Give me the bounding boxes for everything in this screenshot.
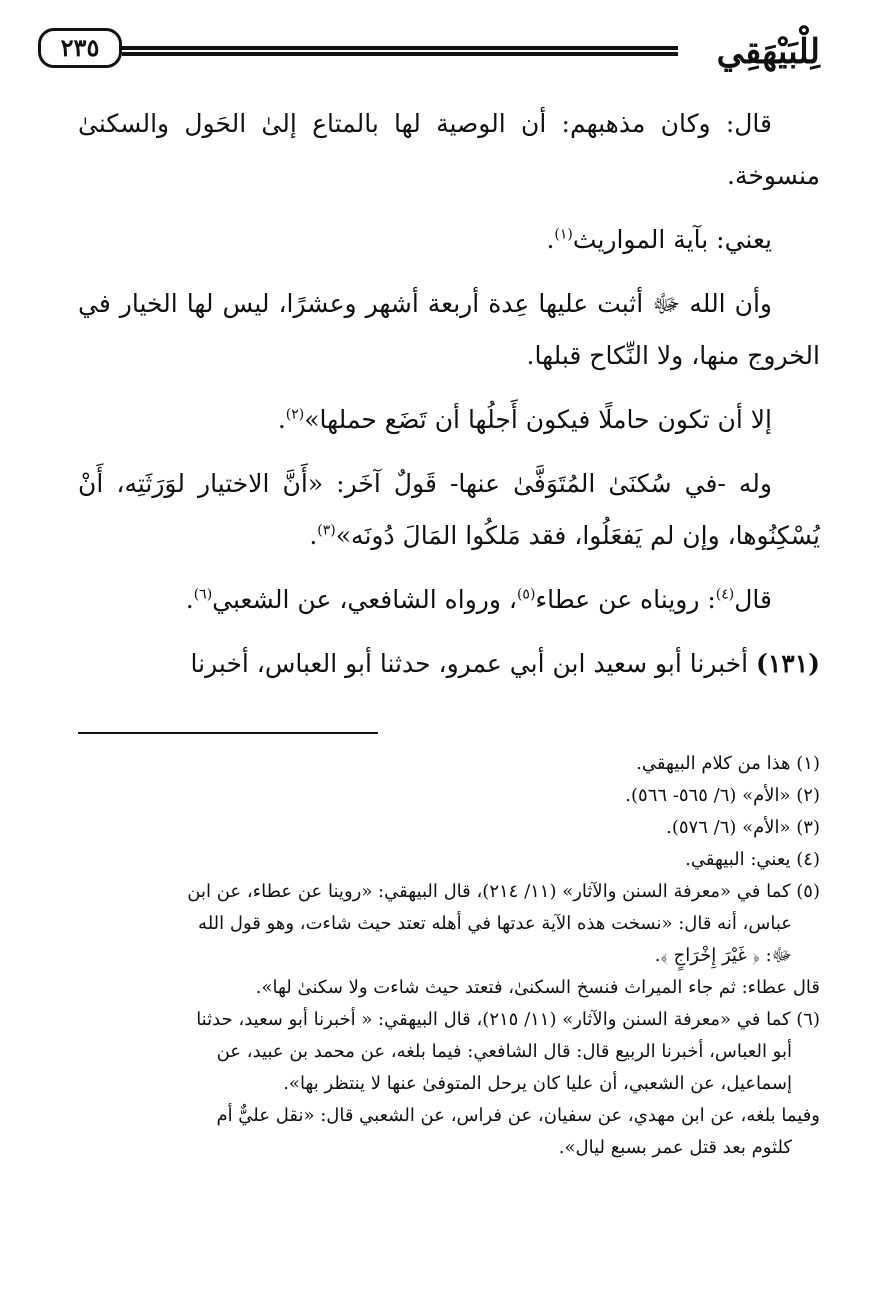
footnote-6-line-1: (٦) كما في «معرفة السنن والآثار» (١١/ ٢١٥)، قال البيهقي: « أخبرنا أبو سعيد، حدثنا xyxy=(196,1009,820,1030)
page-header xyxy=(38,26,820,82)
footnote-ref[interactable]: (٥) xyxy=(516,586,536,603)
footnote-5-line-3: ﷻ: ﴿ غَيْرَ إِخْرَاجٍ ﴾. xyxy=(654,945,792,966)
footnote-5-line-2: عباس، أنه قال: «نسخت هذه الآية عدتها في أهله تعتد حيث شاءت، وهو قول الله xyxy=(198,913,792,934)
paragraph-6: قال$^{(٤)}$: رويناه عن عطاء$^{(٥)}$، ورواه الشافعي، عن الشعبي$^{(٦)}$. xyxy=(185,585,772,614)
footnote-ref[interactable]: (٣) xyxy=(317,522,336,539)
footnote-separator xyxy=(78,732,378,734)
footnote-6-line-3: إسماعيل، عن الشعبي، أن عليا كان يرحل المتوفىٰ عنها لا ينتظر بها». xyxy=(283,1073,792,1094)
paragraph-7 xyxy=(78,638,820,690)
footnote-ref[interactable]: (٤) xyxy=(715,586,735,603)
paragraph-1 xyxy=(78,98,820,202)
paragraph-1-text: قال: وكان مذهبهم: أن الوصية لها بالمتاع إلىٰ الحَول والسكنىٰ منسوخة. xyxy=(78,109,820,190)
footnote-5-line-4: قال عطاء: ثم جاء الميراث فنسخ السكنىٰ، فتعتد حيث شاءت ولا سكنىٰ لها». xyxy=(255,977,820,998)
footnotes xyxy=(78,748,820,1164)
footnote-ref[interactable]: (٦) xyxy=(193,586,213,603)
book-title: لِلْبَيْهَقِي xyxy=(716,32,820,72)
footnote-ref[interactable]: (٢) xyxy=(285,406,305,423)
footnote-3: (٣) «الأم» (٦/ ٥٧٦). xyxy=(666,817,820,838)
paragraph-6-text-a: قال xyxy=(734,585,772,614)
paragraph-2: يعني: بآية المواريث$^{(١)}$. xyxy=(546,225,772,254)
footnote-1: (١) هذا من كلام البيهقي. xyxy=(636,753,820,774)
footnote-4: (٤) يعني: البيهقي. xyxy=(685,849,820,870)
paragraph-3-text: وأن الله ﷻ أثبت عليها عِدة أربعة أشهر وعشرًا، ليس لها الخيار في الخروج منها، ولا النِّكاح قبلها. xyxy=(78,289,820,370)
header-rule xyxy=(122,46,678,56)
paragraph-6-text-b: : رويناه عن عطاء xyxy=(535,585,716,614)
paragraph-6-text-c: ، ورواه الشافعي، عن الشعبي xyxy=(212,585,517,614)
paragraph-3 xyxy=(78,278,820,382)
main-text xyxy=(78,98,820,702)
page-number: ٢٣٥ xyxy=(38,28,122,68)
footnote-ref[interactable]: (١) xyxy=(554,226,573,243)
footnote-6-line-2: أبو العباس، أخبرنا الربيع قال: قال الشافعي: فيما بلغه، عن محمد بن عبيد، عن xyxy=(216,1041,792,1062)
footnote-6-line-5: كلثوم بعد قتل عمر بسبع ليال». xyxy=(558,1137,792,1158)
footnote-5-line-1: (٥) كما في «معرفة السنن والآثار» (١١/ ٢١٤)، قال البيهقي: «روينا عن عطاء، عن ابن xyxy=(187,881,820,902)
paragraph-4: إلا أن تكون حاملًا فيكون أَجلُها أن تَضَع حملها»$^{(٢)}$. xyxy=(277,405,772,434)
paragraph-7-text: أخبرنا أبو سعيد ابن أبي عمرو، حدثنا أبو العباس، أخبرنا xyxy=(190,649,749,678)
footnote-2: (٢) «الأم» (٦/ ٥٦٥- ٥٦٦). xyxy=(625,785,820,806)
hadith-number: (١٣١) xyxy=(756,649,820,678)
paragraph-2-text: يعني: بآية المواريث xyxy=(572,225,772,254)
paragraph-4-text: إلا أن تكون حاملًا فيكون أَجلُها أن تَضَع حملها» xyxy=(304,405,772,434)
footnote-6-line-4: وفيما بلغه، عن ابن مهدي، عن سفيان، عن فراس، عن الشعبي قال: «نقل عليٌّ أم xyxy=(216,1105,820,1126)
paragraph-5-text: وله -في سُكنَىٰ المُتَوَفَّىٰ عنها- قَولٌ آخَر: «أَنَّ الاختيار لوَرَثَتِه، أَنْ يُسْكِنُوها، وإن لم يَفعَلُوا، فقد مَلكُوا المَالَ دُونَه» xyxy=(78,469,820,550)
paragraph-5: وله -في سُكنَىٰ المُتَوَفَّىٰ عنها- قَولٌ آخَر: «أَنَّ الاختيار لوَرَثَتِه، أَنْ يُسْكِنُوها، وإن لم يَفعَلُوا، فقد مَلكُوا المَالَ دُونَه»$^{(٣)}$. xyxy=(78,469,820,550)
